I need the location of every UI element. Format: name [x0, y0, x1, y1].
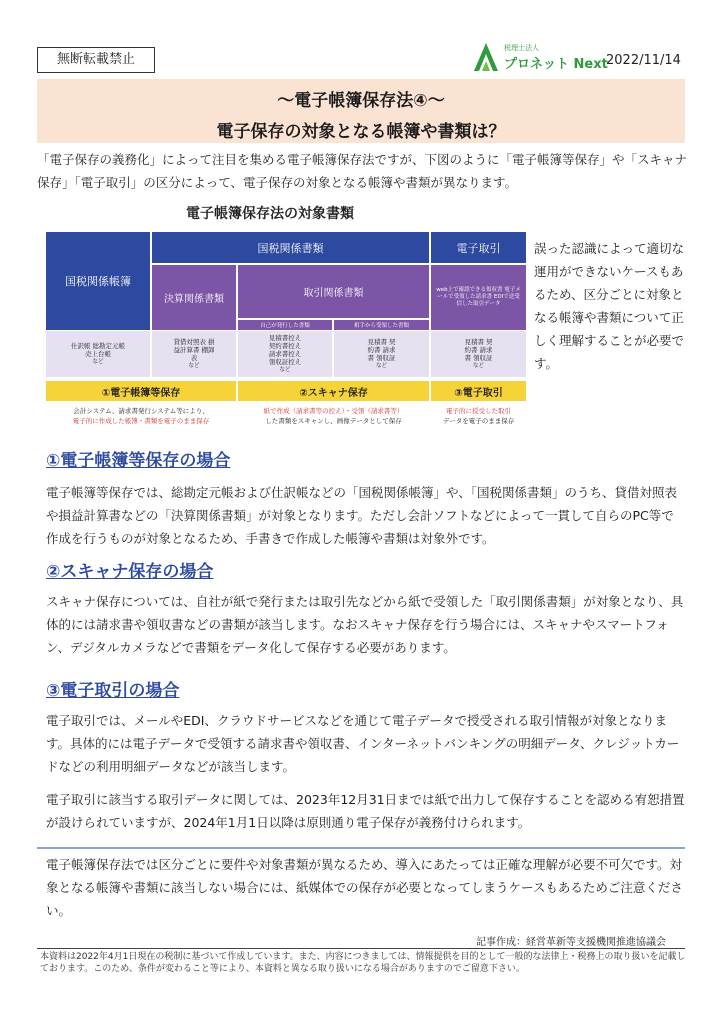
books-items-text: 仕訳帳 総勘定元帳 売上台帳	[70, 342, 126, 358]
intro-paragraph: 「電子保存の義務化」によって注目を集める電子帳簿保存法ですが、下図のように「電子帳簿等保存」や「スキャナ保存」「電子取引」の区分によって、電子保存の対象となる帳簿や書類が異なります。	[37, 152, 688, 190]
kessan-etc: など	[188, 363, 200, 369]
target-documents-diagram	[46, 232, 526, 432]
note-1-line-b: 電子的に作成した帳簿・書類を電子のまま保存	[72, 417, 210, 425]
note-scanner	[238, 406, 429, 426]
section-3-body-2: 電子取引に該当する取引データに関しては、2023年12月31日までは紙で出力して保存することを認める宥恕措置が設けられていますが、2024年1月1日以降は原則通り電子保存が義務付けられます。	[46, 792, 685, 830]
disclaimer: 本資料は2022年4月1日現在の税制に基づいて作成しています。また、内容につきましては、情報提供を目的として一般的な法律上・税務上の取り扱いを記載しております。このため、条件が変わること等により、本資料と異なる取り扱いになる場合がありますのでご留意下さい。	[40, 952, 686, 974]
author-credit: 記事作成：経営革新等支援機関推進協議会	[476, 937, 666, 948]
label-scanner: ②スキャナ保存	[238, 381, 429, 401]
summary-paragraph: 電子帳簿保存法では区分ごとに要件や対象書類が異なるため、導入にあたっては正確な理解が必要不可欠です。対象となる帳簿や書類に該当しない場合には、紙媒体での保存が必要となってしまうケースもあるためご注意ください。	[46, 857, 683, 918]
label-denshi-chobo: ①電子帳簿等保存	[46, 381, 236, 401]
cell-self-items	[238, 331, 332, 377]
note-2-line-b: した書類をスキャンし、画像データとして保存	[265, 417, 402, 425]
footer-divider	[37, 948, 685, 949]
self-items-text: 見積書控え 契約書控え 請求書控え 領収証控え	[268, 334, 302, 366]
note-denshi-chobo	[46, 406, 236, 426]
books-etc: など	[92, 359, 104, 365]
cell-received: 相手から受領した書類	[334, 320, 429, 330]
received-etc: など	[375, 363, 387, 369]
cell-kokuzei-books: 国税関係帳簿	[46, 232, 150, 330]
diagram-title: 電子帳簿保存法の対象書類	[186, 206, 354, 222]
cell-kessan: 決算関係書類	[152, 265, 236, 330]
cell-received-items	[334, 331, 429, 377]
section-2-body: スキャナ保存については、自社が紙で発行または取引先などから紙で受領した「取引関係書類」が対象となり、具体的には請求書や領収書などの書類が該当します。なおスキャナ保存を行う場合には、スキャナやスマートフォン、デジタルカメラなどで書類をデータ化して保存する必要があります。	[46, 594, 684, 655]
issue-date: 2022/11/14	[606, 53, 681, 68]
section-1-heading: ①電子帳簿等保存の場合	[46, 451, 231, 471]
e-trade-etc: など	[472, 363, 484, 369]
received-items-text: 見積書 契約書 請求書 領収証	[367, 338, 396, 362]
title-line-2: 電子保存の対象となる帳簿や書類は？	[216, 122, 506, 142]
section-3-body-1: 電子取引では、メールやEDI、クラウドサービスなどを通じて電子データで授受される取引情報が対象となります。具体的には電子データで受領する請求書や領収書、インターネットバンキングの明細データ、クレジットカードなどの利用明細データなどが該当します。	[46, 713, 680, 774]
logo-name: プロネット Next	[504, 57, 608, 72]
section-2-heading: ②スキャナ保存の場合	[46, 562, 214, 582]
company-logo	[472, 40, 608, 74]
title-line-1: ～電子帳簿保存法④～	[277, 91, 445, 111]
note-e-trade	[431, 406, 526, 426]
cell-torihiki: 取引関係書類	[238, 265, 429, 318]
e-trade-items-text: 見積書 契約書 請求書 領収証	[464, 338, 493, 362]
title-band	[37, 79, 685, 143]
cell-e-trade-desc	[431, 265, 526, 330]
kessan-items-text: 貸借対照表 損益計算書 棚卸表	[173, 338, 215, 362]
section-3-heading: ③電子取引の場合	[46, 681, 180, 701]
no-reproduction-notice: 無断転載禁止	[37, 47, 155, 73]
note-1-line-a: 会計システム、請求書発行システム等により、	[73, 407, 209, 415]
cell-self-issued: 自己が発行した書類	[238, 320, 332, 330]
summary-divider	[37, 847, 685, 849]
cell-kokuzei-docs: 国税関係書類	[152, 232, 429, 263]
note-3-line-a: 電子的に授受した取引	[446, 407, 511, 415]
cell-e-trade-items	[431, 331, 526, 377]
cell-e-trade-header: 電子取引	[431, 232, 526, 263]
side-note: 誤った認識によって適切な運用ができないケースもあるため、区分ごとに対象となる帳簿や書類について正しく理解することが必要です。	[534, 241, 685, 371]
cell-kessan-items	[152, 331, 236, 377]
logo-mark-icon	[472, 40, 500, 72]
label-e-trade: ③電子取引	[431, 381, 526, 401]
self-etc: など	[279, 367, 291, 373]
note-2-line-a: 紙で作成（請求書等の控え）・受領（請求書等）	[263, 407, 404, 415]
cell-books-items	[46, 331, 150, 377]
section-1-body: 電子帳簿等保存では、総勘定元帳および仕訳帳などの「国税関係帳簿」や、「国税関係書類」のうち、貸借対照表や損益計算書などの「決算関係書類」が対象となります。ただし会計ソフトなどによって一貫して自らのPC等で作成を行うものが対象となるため、手書きで作成した帳簿や書類は対象外です。	[46, 485, 678, 546]
logo-subtitle: 税理士法人	[504, 44, 539, 52]
note-3-line-b: データを電子のまま保存	[442, 417, 515, 425]
e-trade-desc-text: web上で確認できる領収書 電子メールで受領した請求書 EDIで送受信した取引データ	[436, 287, 521, 307]
